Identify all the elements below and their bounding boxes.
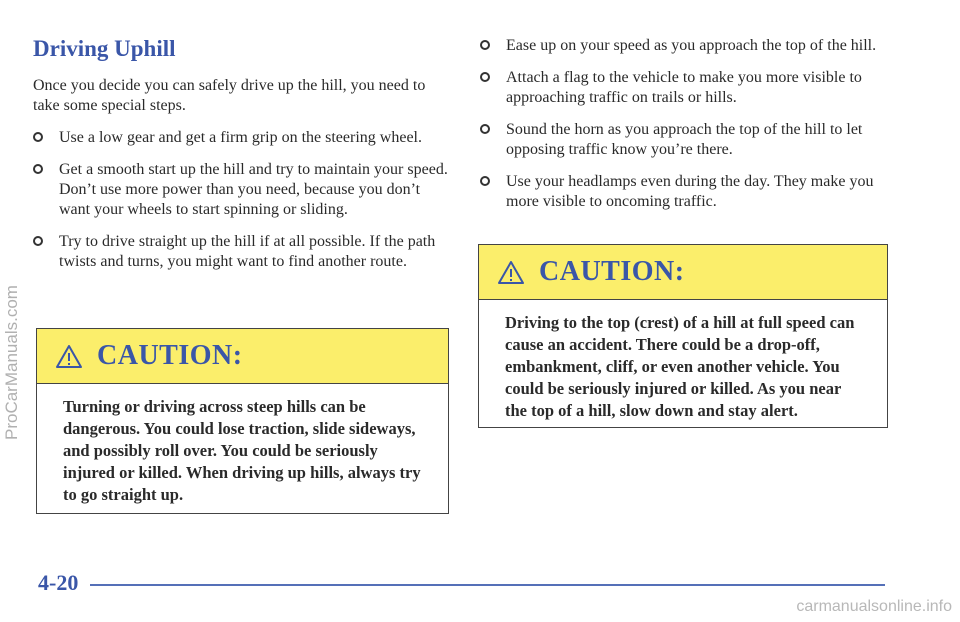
- list-item: Use a low gear and get a firm grip on the steering wheel.: [33, 128, 451, 148]
- right-column: [480, 30, 890, 224]
- bullet-icon: [480, 176, 490, 186]
- page-number: 4-20: [38, 570, 79, 595]
- caution-header: [37, 329, 448, 384]
- footer-rule: [90, 584, 885, 586]
- intro-paragraph: Once you decide you can safely drive up the hill, you need to take some special steps.: [33, 77, 426, 114]
- bullet-icon: [33, 164, 43, 174]
- side-watermark: ProCarManuals.com: [2, 285, 21, 440]
- list-item: Sound the horn as you approach the top of the hill to let opposing traffic know you’re there.: [480, 120, 890, 160]
- bullet-icon: [33, 132, 43, 142]
- caution-box-right: [478, 244, 888, 428]
- caution-header: [479, 245, 887, 300]
- section-heading: Driving Uphill: [33, 36, 176, 61]
- warning-triangle-icon: [55, 344, 83, 369]
- list-item: Get a smooth start up the hill and try to maintain your speed. Don’t use more power than you need, because you don’t want your wheels to start spinning or sliding.: [33, 160, 451, 220]
- list-item: Ease up on your speed as you approach the top of the hill.: [480, 36, 890, 56]
- caution-text: Turning or driving across steep hills can be dangerous. You could lose traction, slide sideways, and possibly roll over. You could be seriously injured or killed. When driving up hills, always try to go straight up.: [63, 397, 421, 504]
- list-item: Try to drive straight up the hill if at all possible. If the path twists and turns, you might want to find another route.: [33, 232, 451, 272]
- bullet-icon: [480, 40, 490, 50]
- list-item: Use your headlamps even during the day. They make you more visible to oncoming traffic.: [480, 172, 890, 212]
- caution-text: Driving to the top (crest) of a hill at full speed can cause an accident. There could be a drop-off, embankment, cliff, or even another vehicle. You could be seriously injured or killed. As you near the top of a hill, slow down and stay alert.: [505, 313, 855, 420]
- warning-triangle-icon: [497, 260, 525, 285]
- right-bullet-list: [480, 36, 890, 212]
- caution-title: CAUTION:: [539, 256, 685, 287]
- list-item: Attach a flag to the vehicle to make you more visible to approaching traffic on trails or hills.: [480, 68, 890, 108]
- caution-box-left: [36, 328, 449, 514]
- caution-title: CAUTION:: [97, 340, 243, 371]
- bullet-icon: [480, 72, 490, 82]
- bullet-icon: [33, 236, 43, 246]
- left-bullet-list: [33, 128, 451, 272]
- bottom-watermark: carmanualsonline.info: [796, 598, 952, 615]
- bullet-icon: [480, 124, 490, 134]
- left-column: [33, 30, 451, 284]
